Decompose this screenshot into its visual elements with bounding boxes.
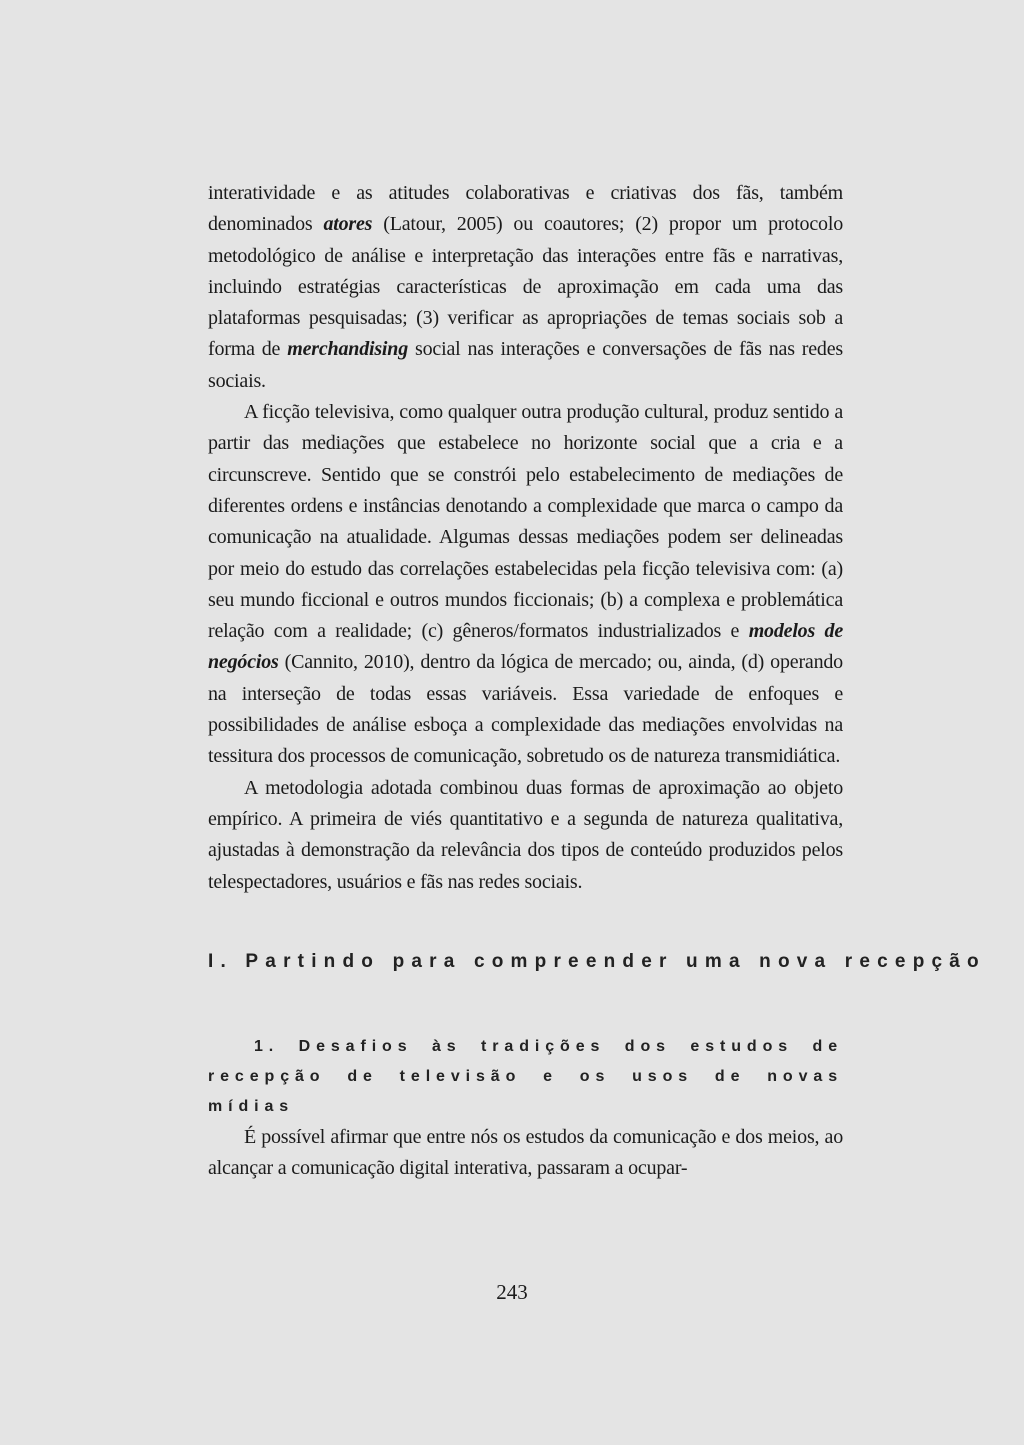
- paragraph-1: [208, 178, 843, 397]
- section-heading: I. Partindo para compreender uma nova recepção: [208, 950, 986, 972]
- body-text: [208, 178, 986, 1184]
- paragraph-4: É possível afirmar que entre nós os estudos da comunicação e dos meios, ao alcançar a comunicação digital interativa, passaram a ocupar-: [208, 1125, 843, 1180]
- paragraph-1-text-c: social nas interações e conversações de fãs nas redes sociais.: [208, 338, 843, 392]
- italic-term-business-models: modelos de negócios: [208, 620, 843, 674]
- paragraph-1-text-a: interatividade e as atitudes colaborativas e criativas dos fãs, também denominados: [208, 182, 843, 236]
- paragraph-1-text-b: (Latour, 2005) ou coautores; (2) propor um protocolo metodológico de análise e interpretação das interações entre fãs e narrativas, incluindo estratégias características de aproximação em cada uma das plataformas pesquisadas; (3) verificar as apropriações de temas sociais sob a forma de: [208, 213, 843, 361]
- page-number: 243: [496, 1280, 528, 1304]
- paragraph-2: [208, 397, 843, 773]
- paragraph-2-text-b: (Cannito, 2010), dentro da lógica de mercado; ou, ainda, (d) operando na interseção de todas essas variáveis. Essa variedade de enfoques e possibilidades de análise esboça a complexidade das mediações envolvidas na tessitura dos processos de comunicação, sobretudo os de natureza transmidiática.: [208, 651, 843, 768]
- italic-term-merchandising: merchandising: [287, 338, 409, 361]
- paragraph-3: A metodologia adotada combinou duas formas de aproximação ao objeto empírico. A primeira de viés quantitativo e a segunda de natureza qualitativa, ajustadas à demonstração da relevância dos tipos de conteúdo produzidos pelos telespectadores, usuários e fãs nas redes sociais.: [208, 776, 843, 893]
- italic-term-actors: atores: [323, 213, 373, 236]
- subsection-heading: 1. Desafios às tradições dos estudos de recepção de televisão e os usos de novas mídias: [208, 1037, 843, 1115]
- paragraph-2-text-a: A ficção televisiva, como qualquer outra produção cultural, produz sentido a partir das mediações que estabelece no horizonte social que a cria e a circunscreve. Sentido que se constrói pelo estabelecimento de mediações de diferentes ordens e instâncias denotando a complexidade que marca o campo da comunicação na atualidade. Algumas dessas mediações podem ser delineadas por meio do estudo das correlações estabelecidas pela ficção televisiva com: (a) seu mundo ficcional e outros mundos ficcionais; (b) a complexa e problemática relação com a realidade; (c) gêneros/formatos industrializados e: [208, 401, 843, 643]
